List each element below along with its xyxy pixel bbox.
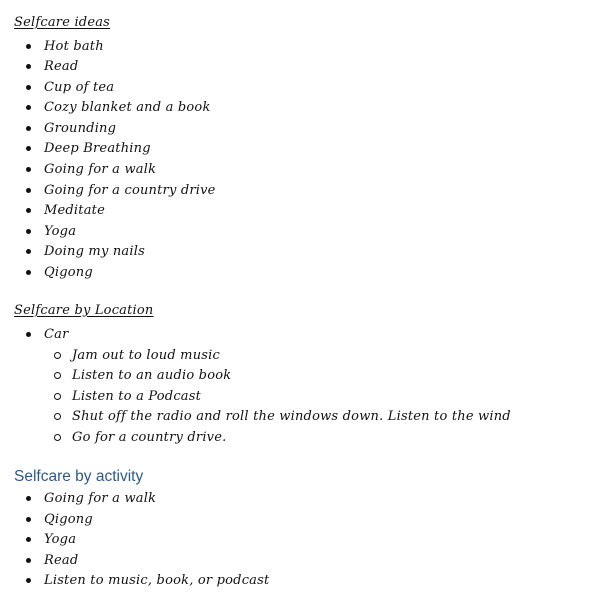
list-item-text: Going for a walk bbox=[44, 491, 157, 506]
hollow-bullet-icon bbox=[54, 352, 61, 359]
bullet-icon bbox=[26, 105, 31, 110]
list-item-text: Go for a country drive. bbox=[72, 429, 227, 445]
selfcare-ideas-heading: Selfcare ideas bbox=[14, 15, 111, 30]
bullet-icon bbox=[26, 517, 31, 522]
selfcare-by-location-heading: Selfcare by Location bbox=[14, 303, 154, 318]
list-item bbox=[72, 427, 511, 448]
bullet-icon bbox=[26, 558, 31, 563]
bullet-icon bbox=[26, 537, 31, 542]
list-item bbox=[44, 159, 216, 180]
location-list bbox=[44, 324, 69, 345]
list-item-text: Jam out to loud music bbox=[72, 347, 220, 363]
list-item-text: Yoga bbox=[44, 532, 77, 548]
list-item bbox=[72, 406, 511, 427]
list-item bbox=[44, 550, 269, 571]
list-item bbox=[44, 262, 216, 283]
hollow-bullet-icon bbox=[54, 393, 61, 400]
location-car: Car bbox=[44, 326, 69, 342]
hollow-bullet-icon bbox=[54, 434, 61, 441]
list-item bbox=[44, 221, 216, 242]
list-item bbox=[44, 509, 269, 530]
list-item bbox=[44, 241, 216, 262]
list-item bbox=[44, 36, 216, 57]
list-item-text: Cup of tea bbox=[44, 79, 115, 95]
bullet-icon bbox=[26, 188, 31, 193]
list-item bbox=[44, 200, 216, 221]
bullet-icon bbox=[26, 126, 31, 131]
list-item bbox=[44, 324, 69, 345]
bullet-icon bbox=[26, 249, 31, 254]
activity-list bbox=[44, 488, 269, 591]
selfcare-ideas-list bbox=[44, 36, 216, 283]
list-item-text: Read bbox=[44, 59, 79, 75]
list-item bbox=[44, 138, 216, 159]
list-item bbox=[72, 365, 511, 386]
selfcare-by-activity-heading: Selfcare by activity bbox=[14, 468, 144, 485]
list-item-text: Read bbox=[44, 552, 79, 568]
list-item-text: Hot bath bbox=[44, 38, 104, 54]
bullet-icon bbox=[26, 146, 31, 151]
list-item-text: Listen to music, book, or podcast bbox=[44, 573, 270, 589]
list-item-text: Shut off the radio and roll the windows down. Listen to the wind bbox=[72, 409, 511, 425]
hollow-bullet-icon bbox=[54, 413, 61, 420]
list-item bbox=[44, 77, 216, 98]
list-item bbox=[44, 180, 216, 201]
list-item bbox=[72, 345, 511, 366]
list-item bbox=[72, 386, 511, 407]
bullet-icon bbox=[26, 64, 31, 69]
list-item-text: Listen to an audio book bbox=[72, 368, 232, 384]
list-item bbox=[44, 529, 269, 550]
bullet-icon bbox=[26, 167, 31, 172]
bullet-icon bbox=[26, 270, 31, 275]
bullet-icon bbox=[26, 229, 31, 234]
list-item-text: Qigong bbox=[44, 265, 93, 281]
bullet-icon bbox=[26, 578, 31, 583]
bullet-icon bbox=[26, 85, 31, 90]
bullet-icon bbox=[26, 208, 31, 213]
list-item-text: Cozy blanket and a book bbox=[44, 100, 211, 116]
bullet-icon bbox=[26, 496, 31, 501]
list-item-text: Going for a country drive bbox=[44, 182, 216, 198]
list-item-text: Yoga bbox=[44, 223, 77, 239]
list-item-text: Going for a walk bbox=[44, 162, 157, 178]
list-item-text: Listen to a Podcast bbox=[72, 388, 202, 404]
list-item bbox=[44, 56, 216, 77]
list-item-text: Deep Breathing bbox=[44, 141, 151, 157]
list-item bbox=[44, 118, 216, 139]
bullet-icon bbox=[26, 332, 31, 337]
list-item-text: Doing my nails bbox=[44, 244, 145, 260]
list-item bbox=[44, 570, 269, 591]
list-item bbox=[44, 488, 269, 509]
car-subitems-list bbox=[72, 345, 511, 448]
list-item bbox=[44, 97, 216, 118]
bullet-icon bbox=[26, 44, 31, 49]
hollow-bullet-icon bbox=[54, 372, 61, 379]
list-item-text: Grounding bbox=[44, 120, 117, 136]
list-item-text: Qigong bbox=[44, 511, 93, 527]
list-item-text: Meditate bbox=[44, 203, 105, 219]
